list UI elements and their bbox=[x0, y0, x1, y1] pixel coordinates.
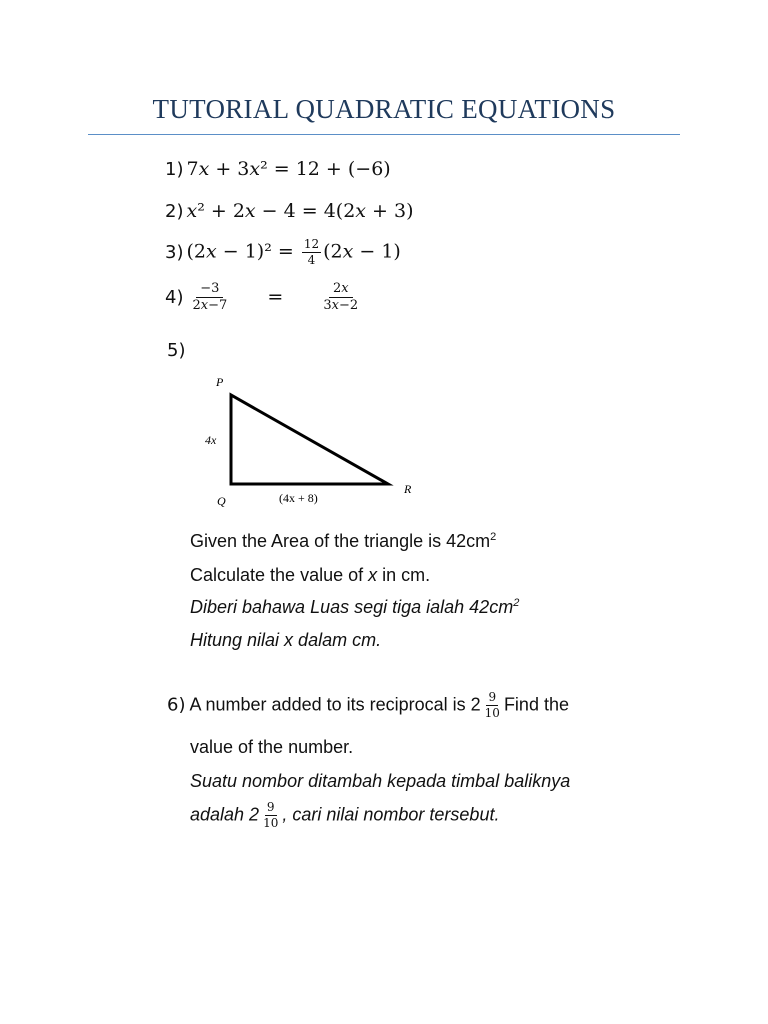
side-label-pq: 4x bbox=[205, 433, 217, 447]
equation-left: (2𝑥 − 1)² = bbox=[186, 240, 294, 263]
vertex-label-r: R bbox=[404, 482, 412, 496]
q5-line-4: Hitung nilai x dalam cm. bbox=[190, 630, 382, 650]
q6-line-3: Suatu nombor ditambah kepada timbal baliknya bbox=[190, 771, 571, 791]
q5-line-2-end: in cm. bbox=[377, 565, 431, 585]
mixed-fraction bbox=[259, 801, 282, 830]
q6-line-1-text: A number added to its reciprocal is 2 bbox=[189, 694, 481, 715]
lhs-fraction bbox=[188, 282, 231, 314]
right-triangle-diagram bbox=[195, 372, 425, 512]
equation-text: 7𝑥 + 3𝑥² = 12 + (−6) bbox=[186, 158, 391, 180]
q5-line-3-text: Diberi bahawa Luas segi tiga ialah 42cm bbox=[190, 597, 514, 617]
question-number: 3) bbox=[165, 241, 184, 263]
q5-line-3 bbox=[190, 597, 519, 618]
question-5-number: 5) bbox=[167, 340, 186, 361]
vertex-label-p: P bbox=[216, 375, 224, 389]
fraction bbox=[302, 238, 321, 267]
rhs-fraction bbox=[319, 282, 362, 314]
question-number: 6) bbox=[167, 694, 186, 716]
q5-line-1-text: Given the Area of the triangle is 42cm bbox=[190, 531, 491, 551]
q5-line-2-text: Calculate the value of bbox=[190, 565, 369, 585]
fraction-denominator: 3𝑥−2 bbox=[323, 298, 359, 314]
vertex-label-q: Q bbox=[217, 494, 226, 508]
question-1 bbox=[165, 160, 391, 179]
fraction-numerator: 9 bbox=[265, 801, 277, 816]
question-number: 2) bbox=[165, 201, 184, 222]
fraction-numerator: 12 bbox=[302, 238, 321, 253]
question-number: 4) bbox=[165, 286, 184, 308]
q6-line-1 bbox=[167, 691, 569, 720]
title-underline bbox=[88, 134, 680, 135]
document-title: TUTORIAL QUADRATIC EQUATIONS bbox=[152, 94, 616, 124]
question-4 bbox=[165, 282, 364, 314]
q6-line-4-end: , cari nilai nombor tersebut. bbox=[282, 804, 500, 825]
question-2 bbox=[165, 202, 414, 221]
question-number: 1) bbox=[165, 159, 184, 180]
superscript: 2 bbox=[490, 531, 497, 543]
side-label-qr: (4x + 8) bbox=[279, 491, 318, 505]
q5-line-1 bbox=[190, 531, 496, 552]
triangle-shape bbox=[231, 395, 388, 484]
q6-line-4 bbox=[190, 801, 499, 830]
fraction-denominator: 4 bbox=[307, 253, 316, 268]
question-3 bbox=[165, 238, 401, 267]
q6-line-1-end: Find the bbox=[503, 694, 569, 715]
variable-x: x bbox=[368, 565, 378, 585]
q6-line-2: value of the number. bbox=[190, 737, 354, 757]
equals-sign: = bbox=[267, 285, 284, 308]
equation-text: 𝑥² + 2𝑥 − 4 = 4(2𝑥 + 3) bbox=[186, 200, 414, 222]
fraction-numerator: 9 bbox=[486, 691, 498, 706]
q5-line-2 bbox=[190, 565, 430, 586]
q6-line-4-text: adalah 2 bbox=[190, 804, 260, 825]
superscript: 2 bbox=[513, 597, 520, 609]
fraction-denominator: 10 bbox=[263, 816, 279, 831]
mixed-fraction bbox=[481, 691, 504, 720]
equation-right: (2𝑥 − 1) bbox=[323, 240, 401, 263]
fraction-numerator: 2𝑥 bbox=[329, 282, 353, 298]
fraction-numerator: −3 bbox=[196, 282, 223, 298]
fraction-denominator: 2𝑥−7 bbox=[192, 298, 228, 314]
fraction-denominator: 10 bbox=[484, 706, 500, 721]
